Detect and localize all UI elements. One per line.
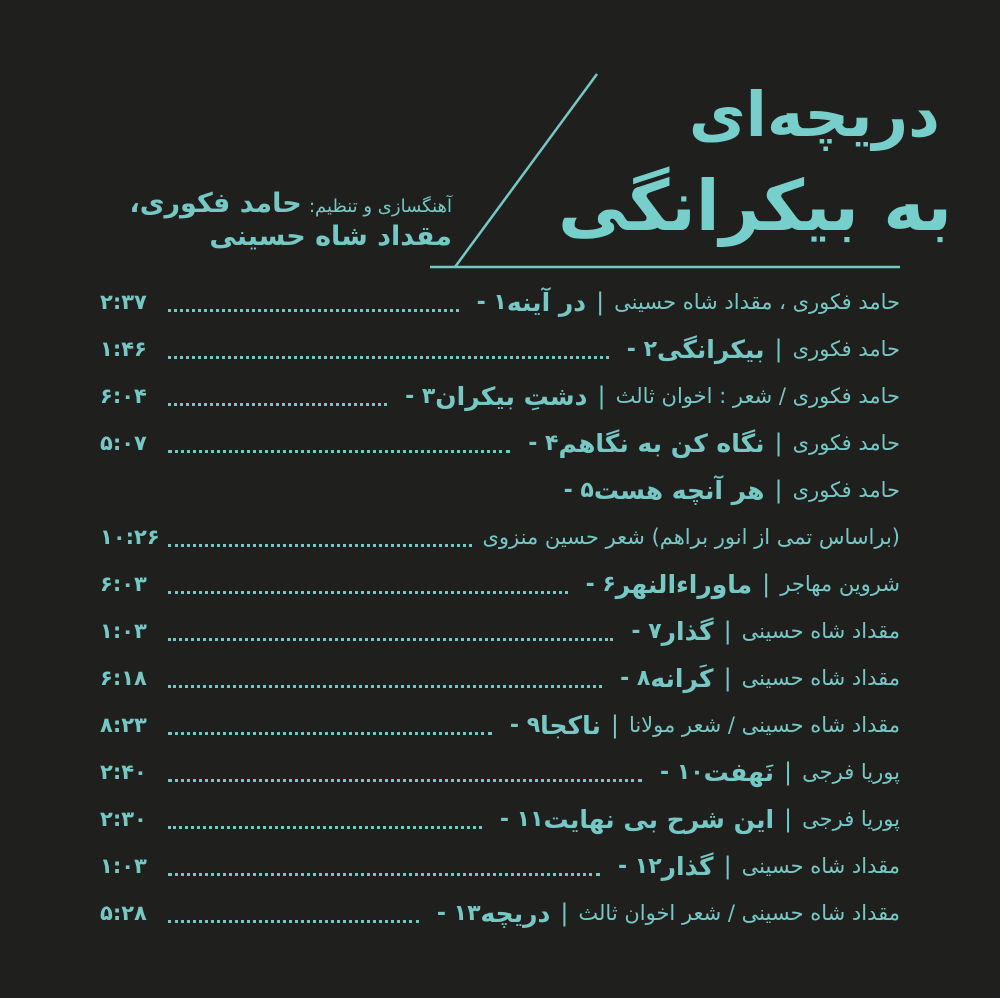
track-number: ۴ - — [528, 430, 559, 456]
track-title: نگاه کن به نگاهم — [558, 428, 765, 458]
track-number: ۱۰ - — [660, 759, 704, 785]
track-title: بیکرانگی — [657, 334, 765, 364]
track-row — [100, 707, 900, 743]
track-separator: | — [774, 476, 783, 504]
track-credit: مقداد شاه حسینی / شعر مولانا — [628, 713, 900, 737]
track-main — [612, 664, 900, 693]
track-row — [100, 801, 900, 837]
track-separator: | — [560, 899, 569, 927]
track-title: هر آنچه هست — [593, 475, 765, 505]
credit-line-1 — [122, 188, 452, 219]
leader-dots — [168, 591, 568, 594]
track-row — [100, 378, 900, 414]
track-main — [469, 288, 900, 317]
track-duration: ۱۰:۲۶ — [100, 525, 160, 549]
track-duration: ۱:۰۳ — [100, 854, 147, 878]
track-title: گذار — [661, 616, 714, 646]
track-separator: | — [784, 805, 793, 833]
track-credit: مقداد شاه حسینی — [741, 619, 900, 643]
leader-dots — [168, 873, 600, 876]
track-number: ۳ - — [405, 383, 436, 409]
track-credit: مقداد شاه حسینی — [741, 666, 900, 690]
credit-name-1: حامد فکوری، — [129, 188, 302, 219]
track-duration: ۲:۳۷ — [100, 290, 147, 314]
track-main — [619, 335, 900, 364]
track-title: گذار — [661, 851, 714, 881]
track-row — [100, 425, 900, 461]
track-main — [610, 852, 900, 881]
track-credit: حامد فکوری ، مقداد شاه حسینی — [614, 290, 900, 314]
track-credit: حامد فکوری — [792, 337, 900, 361]
track-separator: | — [723, 617, 732, 645]
track-number: ۵ - — [563, 477, 594, 503]
track-main — [482, 525, 900, 549]
track-duration: ۲:۳۰ — [100, 807, 147, 831]
track-row — [100, 519, 900, 555]
track-title: دشتِ بیکران — [435, 381, 588, 411]
track-duration: ۶:۱۸ — [100, 666, 147, 690]
track-main — [397, 382, 900, 411]
track-row — [100, 660, 900, 696]
track-credit: مقداد شاه حسینی / شعر اخوان ثالث — [578, 901, 900, 925]
track-credit: شروین مهاجر — [780, 572, 900, 596]
track-duration: ۸:۲۳ — [100, 713, 147, 737]
track-number: ۲ - — [626, 336, 658, 362]
track-number: ۱۱ - — [499, 806, 544, 832]
track-credit: پوریا فرجی — [802, 807, 900, 831]
track-row — [100, 613, 900, 649]
track-row — [100, 331, 900, 367]
credit-label: آهنگسازی و تنظیم: — [308, 196, 452, 217]
track-row — [100, 848, 900, 884]
leader-dots — [168, 920, 419, 923]
track-number: ۹ - — [509, 712, 541, 738]
leader-dots — [168, 685, 602, 688]
track-title: ناکجا — [540, 710, 601, 740]
track-title: کَرانه — [650, 663, 714, 693]
track-main — [623, 617, 900, 646]
album-credits — [122, 188, 452, 252]
track-separator: | — [762, 570, 771, 598]
track-row — [100, 472, 900, 508]
track-main — [520, 429, 900, 458]
credit-name-2: مقداد شاه حسینی — [209, 221, 452, 252]
track-separator: | — [774, 335, 783, 363]
track-credit: حامد فکوری / شعر : اخوان ثالث — [615, 384, 900, 408]
leader-dots — [168, 403, 387, 406]
track-main — [652, 758, 900, 787]
track-main — [578, 570, 900, 599]
leader-dots — [168, 732, 492, 735]
track-separator: | — [597, 382, 606, 410]
track-row — [100, 754, 900, 790]
track-main — [492, 805, 900, 834]
track-number: ۶ - — [585, 571, 616, 597]
track-duration: ۵:۲۸ — [100, 901, 147, 925]
leader-dots — [168, 544, 472, 547]
track-duration: ۱:۴۶ — [100, 337, 147, 361]
track-credit: (براساس تمی از انور براهم) شعر حسین منزوی — [482, 525, 900, 549]
track-separator: | — [774, 429, 783, 457]
track-credit: حامد فکوری — [792, 478, 900, 502]
leader-dots — [168, 779, 642, 782]
track-credit: مقداد شاه حسینی — [741, 854, 900, 878]
track-title: این شرح بی نهایت — [543, 804, 775, 834]
track-credit: حامد فکوری — [792, 431, 900, 455]
track-duration: ۲:۴۰ — [100, 760, 147, 784]
track-title: دریچه — [480, 898, 551, 928]
track-main — [502, 711, 900, 740]
track-duration: ۶:۰۴ — [100, 384, 147, 408]
track-number: ۷ - — [631, 618, 662, 644]
track-number: ۱۲ - — [617, 853, 662, 879]
track-duration: ۵:۰۷ — [100, 431, 147, 455]
track-number: ۸ - — [620, 665, 651, 691]
track-duration: ۶:۰۳ — [100, 572, 147, 596]
leader-dots — [168, 309, 459, 312]
track-separator: | — [784, 758, 793, 786]
track-main — [429, 899, 900, 928]
track-separator: | — [610, 711, 619, 739]
track-number: ۱ - — [476, 289, 507, 315]
track-row — [100, 284, 900, 320]
leader-dots — [168, 450, 510, 453]
track-main — [556, 476, 900, 505]
album-title-line1: دریچه‌ای — [688, 78, 940, 151]
leader-dots — [168, 356, 609, 359]
track-row — [100, 895, 900, 931]
track-separator: | — [723, 852, 732, 880]
leader-dots — [168, 826, 482, 829]
leader-dots — [168, 638, 613, 641]
track-title: ماوراءالنهر — [615, 569, 753, 599]
track-row — [100, 566, 900, 602]
track-credit: پوریا فرجی — [802, 760, 900, 784]
track-separator: | — [596, 288, 605, 316]
track-title: نَهفت — [703, 757, 775, 787]
track-duration: ۱:۰۳ — [100, 619, 147, 643]
track-separator: | — [723, 664, 732, 692]
track-number: ۱۳ - — [436, 900, 481, 926]
track-title: در آینه — [506, 287, 587, 317]
album-title-line2: به بیکرانگی — [557, 165, 952, 247]
